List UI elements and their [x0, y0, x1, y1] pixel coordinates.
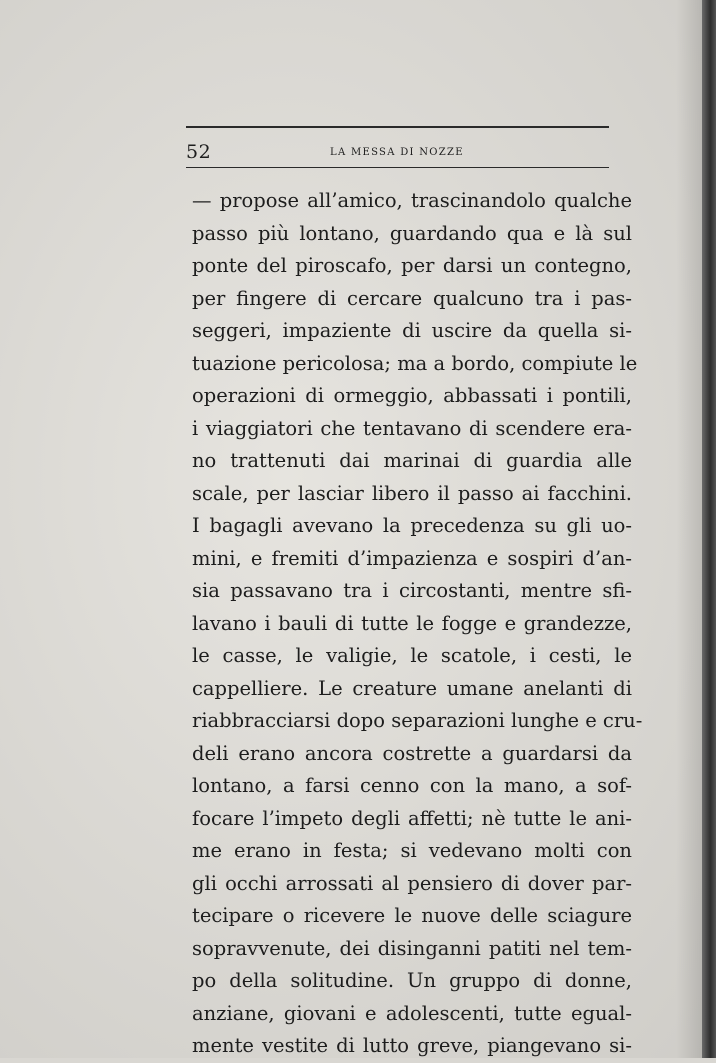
- text-line: focare l’impeto degli affetti; nè tutte le ani-: [192, 806, 632, 830]
- text-line: passo più lontano, guardando qua e là sul: [192, 221, 632, 245]
- text-line: seggeri, impaziente di uscire da quella si-: [192, 319, 632, 342]
- text-line: mente vestite di lutto greve, piangevano si-: [192, 1034, 632, 1057]
- text-line: lontano, a farsi cenno con la mano, a sof-: [192, 774, 632, 797]
- spine-shadow: [676, 0, 702, 1058]
- header-rule-bottom: [186, 167, 609, 168]
- text-line: ponte del piroscafo, per darsi un contegno,: [192, 254, 632, 277]
- text-line: cappelliere. Le creature umane anelanti di: [192, 676, 632, 700]
- text-line: scale, per lasciar libero il passo ai facchini.: [192, 481, 632, 505]
- text-line: tuazione pericolosa; ma a bordo, compiute le: [192, 351, 638, 375]
- text-line: me erano in festa; si vedevano molti con: [192, 839, 632, 862]
- text-line: tecipare o ricevere le nuove delle sciagure: [192, 904, 632, 927]
- book-spine: [702, 0, 716, 1058]
- text-line: — propose all’amico, trascinandolo qualche: [192, 189, 632, 212]
- text-line: I bagagli avevano la precedenza su gli uo-: [192, 514, 632, 537]
- text-line: no trattenuti dai marinai di guardia alle: [192, 449, 632, 472]
- text-line: mini, e fremiti d’impazienza e sospiri d’an-: [192, 546, 632, 570]
- text-line: operazioni di ormeggio, abbassati i pontili,: [192, 384, 632, 407]
- text-line: le casse, le valigie, le scatole, i cesti, le: [192, 644, 632, 667]
- text-line: gli occhi arrossati al pensiero di dover par-: [192, 871, 632, 895]
- running-head: LA MESSA DI NOZZE: [330, 147, 464, 158]
- body-text: [192, 185, 643, 1063]
- text-line: lavano i bauli di tutte le fogge e grandezze,: [192, 611, 632, 635]
- page-number: 52: [186, 141, 212, 163]
- text-line: per fingere di cercare qualcuno tra i pas-: [192, 286, 632, 310]
- header-rule-top: [186, 126, 609, 128]
- text-line: anziane, giovani e adolescenti, tutte egual-: [192, 1001, 632, 1025]
- text-line: riabbracciarsi dopo separazioni lunghe e cru-: [192, 709, 643, 732]
- text-line: sopravvenute, dei disinganni patiti nel tem-: [192, 936, 632, 960]
- text-line: po della solitudine. Un gruppo di donne,: [192, 969, 632, 992]
- text-line: sia passavano tra i circostanti, mentre sfi-: [192, 579, 632, 602]
- text-line: i viaggiatori che tentavano di scendere era-: [192, 416, 632, 440]
- text-line: deli erano ancora costrette a guardarsi da: [192, 741, 632, 765]
